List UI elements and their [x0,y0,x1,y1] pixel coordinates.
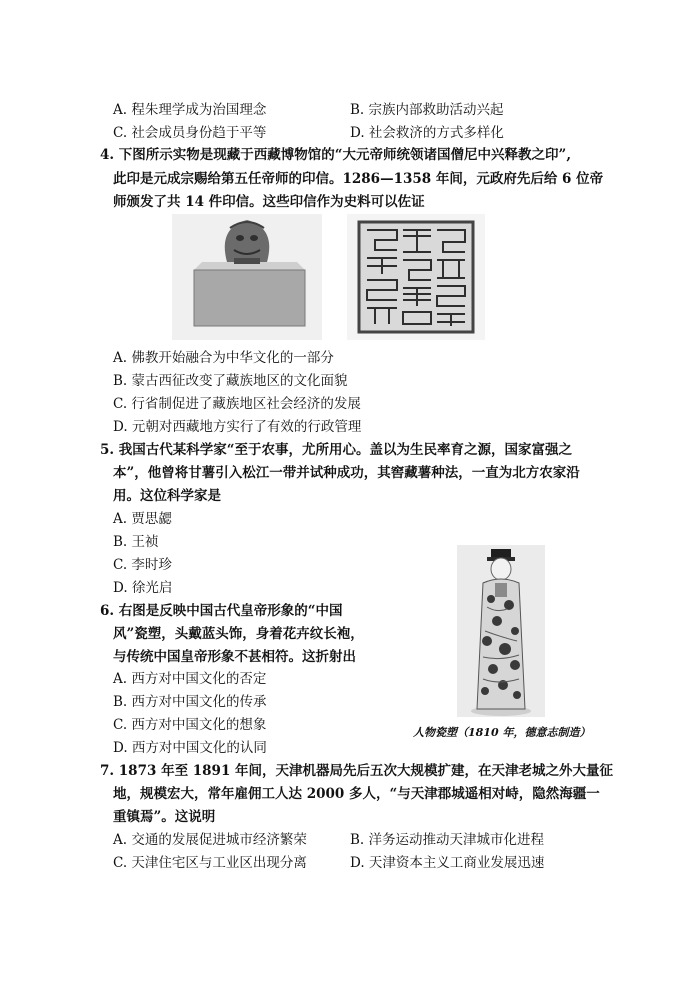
seal-photo [172,214,322,340]
q7-option-a: A. 交通的发展促进城市经济繁荣 [113,832,307,848]
q7-stem-line-1: 7. 1873 年至 1891 年间，天津机器局先后五次大规模扩建，在天津老城之外大量征 [100,763,614,779]
q6-stem-line-2: 风”瓷塑，头戴蓝头饰，身着花卉纹长袍， [113,626,364,642]
porcelain-figure-image [457,545,545,717]
q4-option-d: D. 元朝对西藏地方实行了有效的行政管理 [113,419,362,435]
q5-option-c: C. 李时珍 [113,557,172,573]
q7-option-c: C. 天津住宅区与工业区出现分离 [113,855,307,871]
q7-stem-line-2: 地，规模宏大，常年雇佣工人达 2000 多人，“与天津郡城遥相对峙，隐然海疆一 [113,786,600,802]
q3-option-d: D. 社会救济的方式多样化 [350,125,504,141]
q4-option-a: A. 佛教开始融合为中华文化的一部分 [113,350,334,366]
q6-stem-line-1: 6. 右图是反映中国古代皇帝形象的“中国 [100,603,343,619]
q4-stem-line-3: 师颁发了共 14 件印信。这些印信作为史料可以佐证 [113,194,425,210]
q4-stem-line-2: 此印是元成宗赐给第五任帝师的印信。1286—1358 年间，元政府先后给 6 位帝 [113,171,604,187]
q4-stem-line-1: 4. 下图所示实物是现藏于西藏博物馆的“大元帝师统领诸国僧尼中兴释教之印”, [100,147,572,163]
porcelain-figure-caption: 人物瓷塑（1810 年，德意志制造） [413,726,591,739]
porcelain-figure-photo [457,545,545,717]
q6-option-b: B. 西方对中国文化的传承 [113,694,267,710]
q5-option-d: D. 徐光启 [113,580,173,596]
q7-option-d: D. 天津资本主义工商业发展迅速 [350,855,545,871]
q6-stem-line-3: 与传统中国皇帝形象不甚相符。这折射出 [113,649,356,665]
q5-stem-line-2: 本”，他曾将甘薯引入松江一带并试种成功，其窖藏薯种法，一直为北方农家沿 [113,465,580,481]
q6-option-d: D. 西方对中国文化的认同 [113,740,267,756]
q7-option-b: B. 洋务运动推动天津城市化进程 [350,832,545,848]
seal-knob-image [172,214,322,340]
seal-impression [347,214,485,340]
q6-option-c: C. 西方对中国文化的想象 [113,717,267,733]
q4-option-c: C. 行省制促进了藏族地区社会经济的发展 [113,396,361,412]
q6-option-a: A. 西方对中国文化的否定 [113,671,267,687]
q3-option-a: A. 程朱理学成为治国理念 [113,102,267,118]
q7-stem-line-3: 重镇焉”。这说明 [113,809,216,825]
q3-option-b: B. 宗族内部救助活动兴起 [350,102,504,118]
q5-stem-line-3: 用。这位科学家是 [113,488,221,504]
q3-option-c: C. 社会成员身份趋于平等 [113,125,267,141]
seal-script-pattern [347,214,485,340]
q5-option-b: B. 王祯 [113,534,159,550]
q5-stem-line-1: 5. 我国古代某科学家“至于农事，尤所用心。盖以为生民率育之源，国家富强之 [100,442,573,458]
q5-option-a: A. 贾思勰 [113,511,172,527]
q4-option-b: B. 蒙古西征改变了藏族地区的文化面貌 [113,373,348,389]
